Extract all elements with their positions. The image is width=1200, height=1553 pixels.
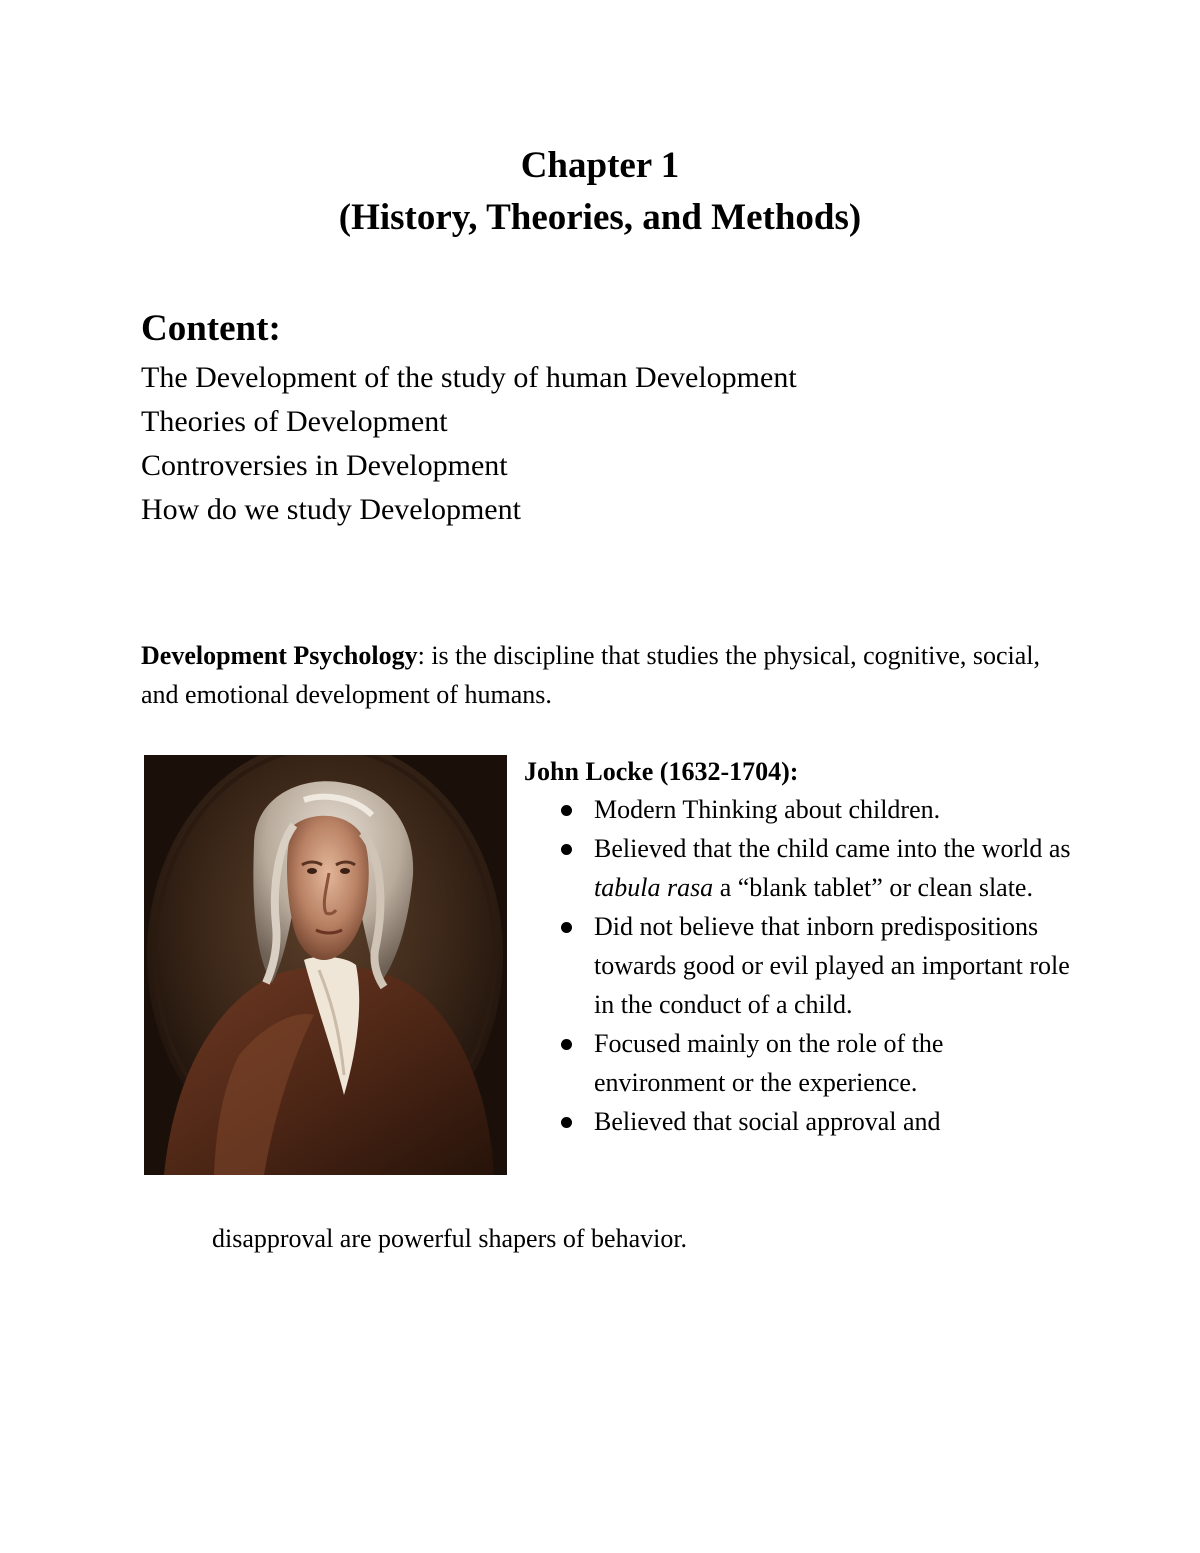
list-item: Did not believe that inborn predispositions towards good or evil played an important role in the conduct of a child. — [557, 907, 1077, 1024]
chapter-subtitle: (History, Theories, and Methods) — [338, 197, 862, 238]
content-item: The Development of the study of human Development — [141, 361, 797, 394]
bullet-continuation: disapproval are powerful shapers of behavior. — [212, 1224, 688, 1253]
john-locke-portrait — [144, 755, 507, 1175]
bullet-icon — [561, 1117, 572, 1128]
bullet-icon — [561, 805, 572, 816]
chapter-title: Chapter 1 — [520, 145, 680, 186]
emphasis-tabula-rasa: tabula rasa — [594, 873, 714, 902]
locke-heading: John Locke (1632-1704): — [524, 757, 799, 786]
content-item: Theories of Development — [141, 405, 448, 438]
list-item: Believed that the child came into the world as tabula rasa a “blank tablet” or clean slate. — [557, 829, 1077, 907]
bullet-icon — [561, 1039, 572, 1050]
bullet-icon — [561, 844, 572, 855]
bullet-icon — [561, 922, 572, 933]
list-item: Believed that social approval and — [557, 1102, 1077, 1141]
content-item: Controversies in Development — [141, 449, 508, 482]
definition-term: Development Psychology — [141, 641, 418, 670]
definition-paragraph — [141, 636, 1041, 714]
list-item: Modern Thinking about children. — [557, 790, 1077, 829]
content-heading: Content: — [141, 308, 281, 349]
locke-bullet-list — [557, 790, 1077, 1141]
list-item: Focused mainly on the role of the environment or the experience. — [557, 1024, 1077, 1102]
content-list — [141, 356, 797, 532]
content-item: How do we study Development — [141, 493, 521, 526]
definition-text: : is the discipline that studies the physical, cognitive, social, and emotional development of humans. — [141, 641, 1041, 709]
